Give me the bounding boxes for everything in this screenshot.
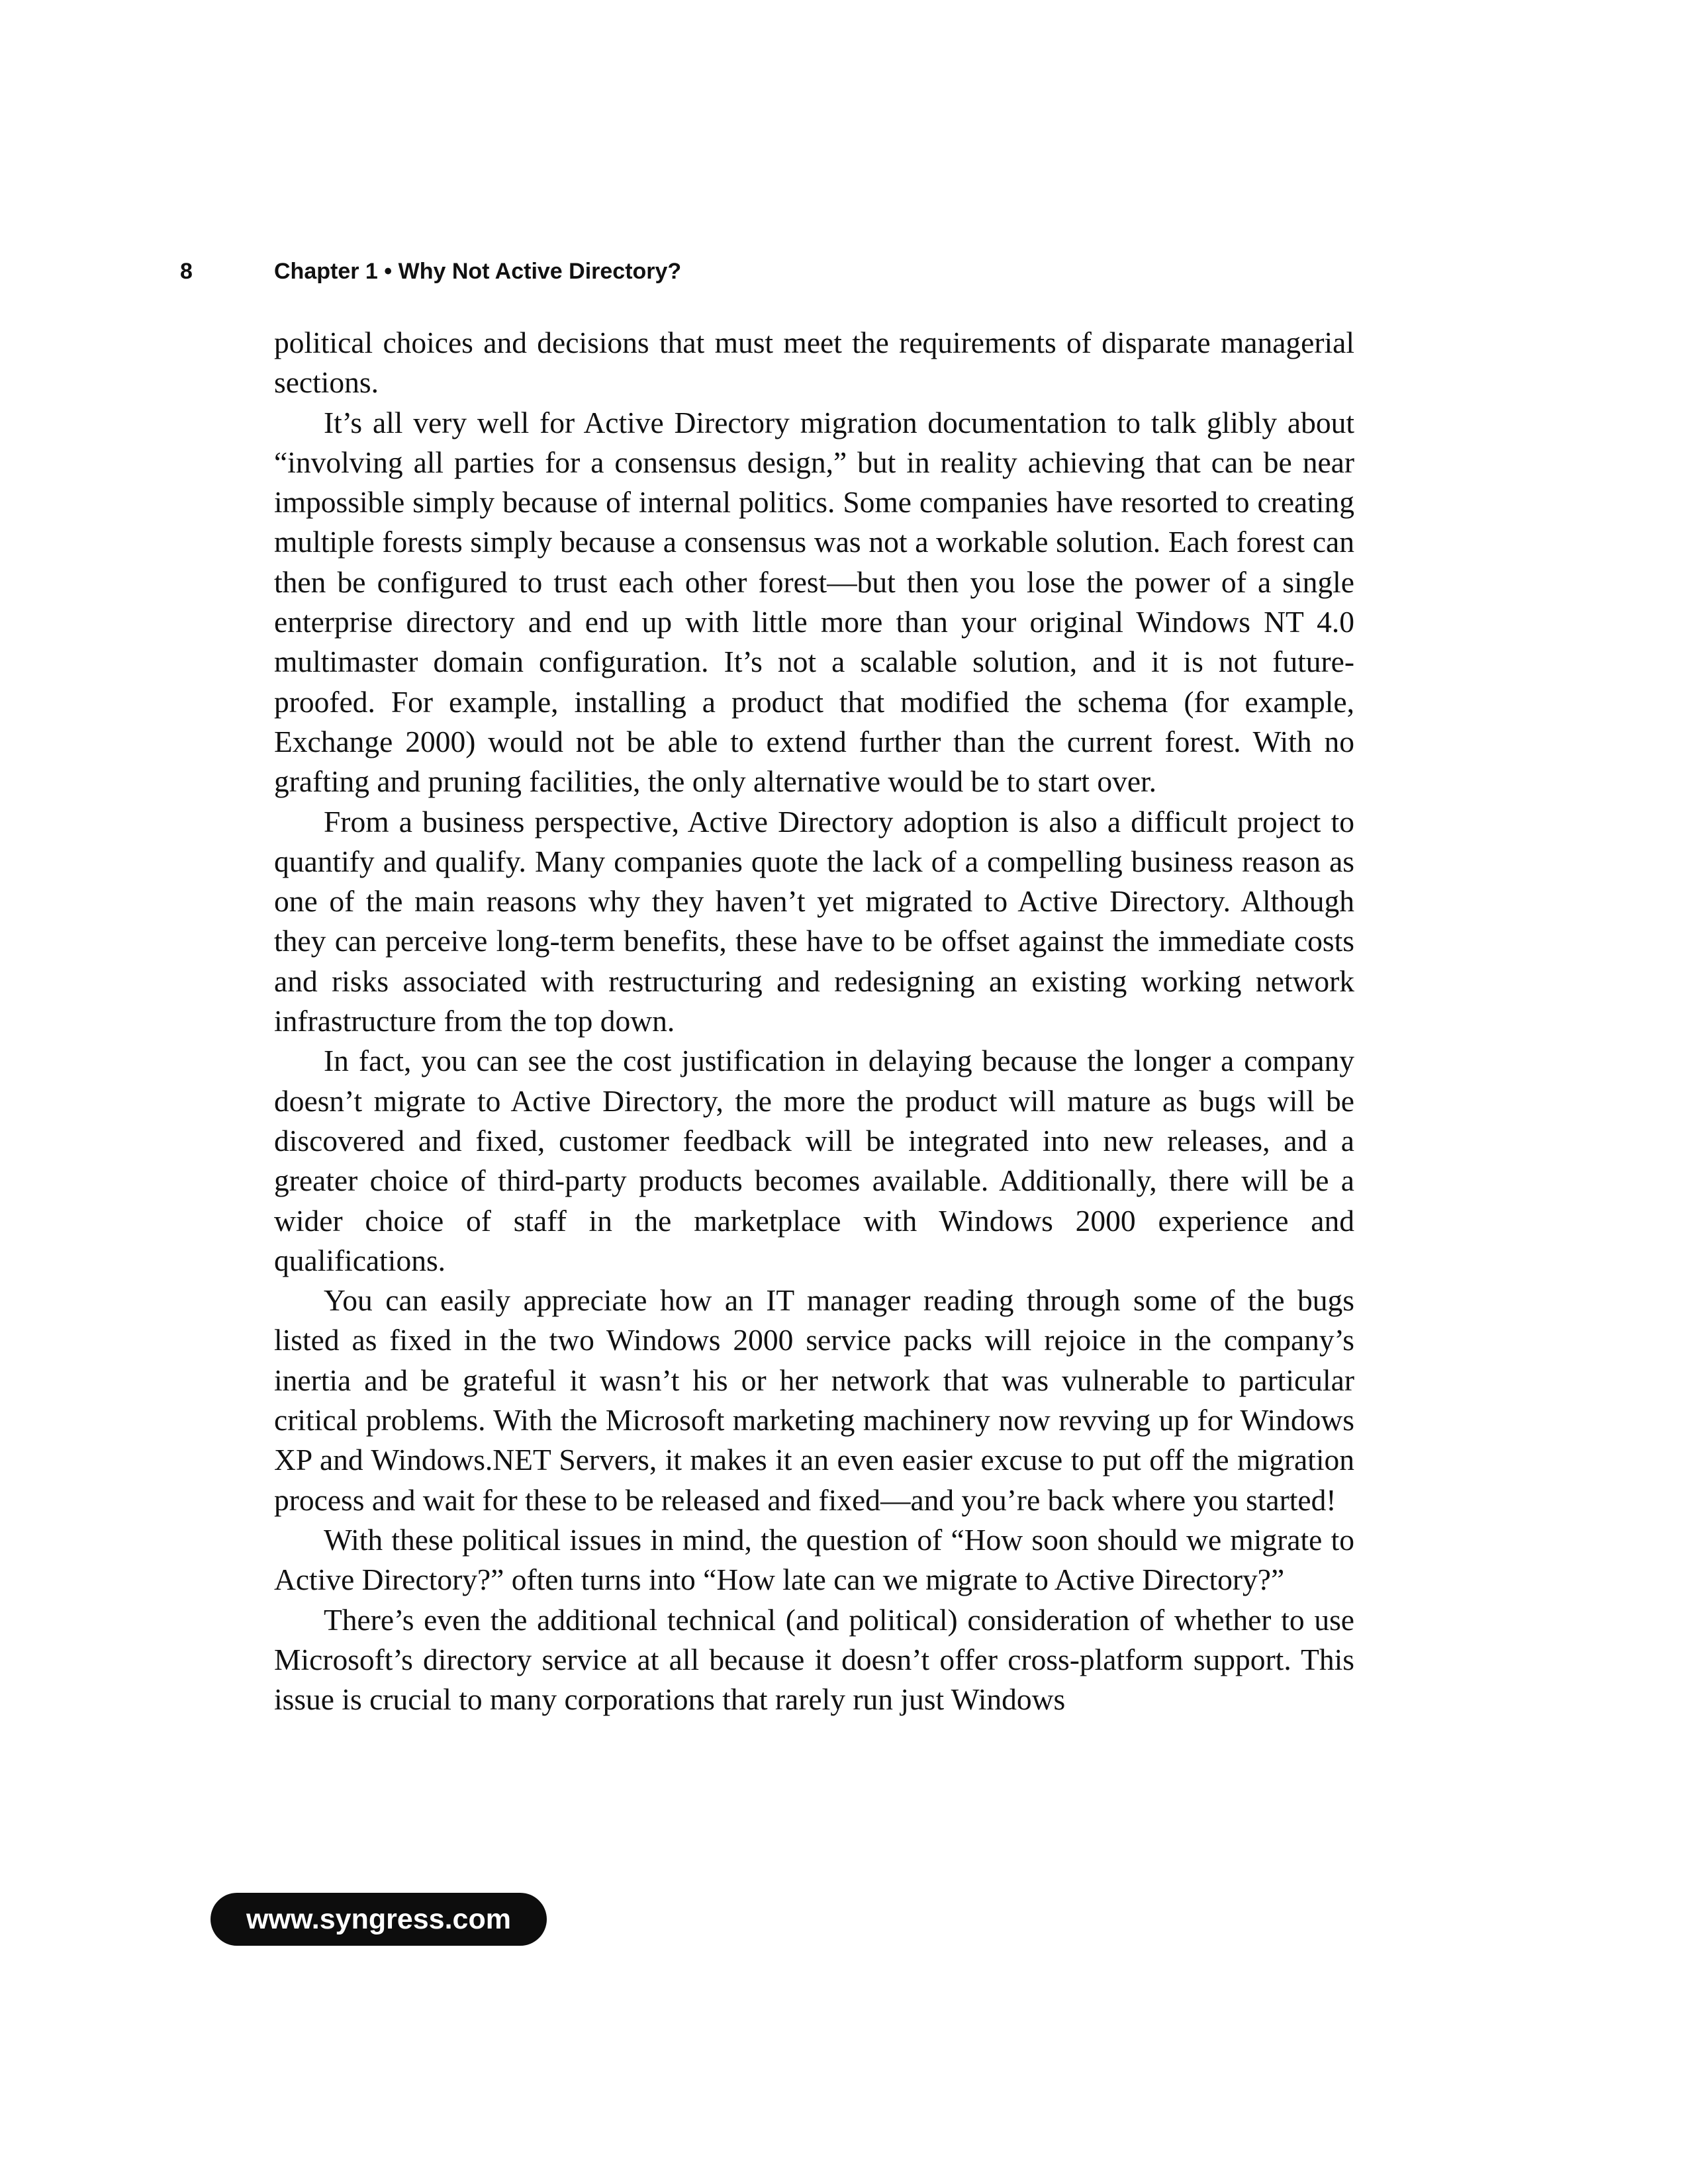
chapter-title: Chapter 1 • Why Not Active Directory? (274, 259, 682, 284)
paragraph-7: There’s even the additional technical (and political) consideration of whether to use Microsoft’s directory service at all because it doesn’t offer cross-platform support. This issue is crucial to many corporations that rarely run just Windows (274, 1602, 1354, 1717)
paragraph-4: In fact, you can see the cost justification in delaying because the longer a company doesn’t migrate to Active Directory, the more the product will mature as bugs will be discovered and fixed, customer feedback will be integrated into new releases, and a greater choice of third-party products becomes available. Additionally, there will be a wider choice of staff in the marketplace with Windows 2000 experience and qualifications. (274, 1044, 1354, 1277)
running-header (180, 251, 1438, 291)
paragraph-1: political choices and decisions that must meet the requirements of disparate managerial sections. (274, 326, 1354, 400)
paragraph-3: From a business perspective, Active Directory adoption is also a difficult project to quantify and qualify. Many companies quote the lack of a compelling business reason as one of the main reasons why they haven’t yet migrated to Active Directory. Although they can perceive long-term benefits, these have to be offset against the immediate costs and risks associated with restructuring and redesigning an existing working network infrastructure from the top down. (274, 804, 1354, 1038)
paragraph-5: You can easily appreciate how an IT manager reading through some of the bugs listed as fixed in the two Windows 2000 service packs will rejoice in the company’s inertia and be grateful it wasn’t his or her network that was vulnerable to particular critical problems. With the Microsoft marketing machinery now revving up for Windows XP and Windows.NET Servers, it makes it an even easier excuse to put off the migration process and wait for these to be released and fixed—and you’re back where you started! (274, 1283, 1354, 1517)
page-number: 8 (180, 259, 193, 284)
body-text (274, 323, 1354, 1719)
footer-website-text: www.syngress.com (246, 1903, 511, 1935)
paragraph-2: It’s all very well for Active Directory migration documentation to talk glibly about “involving all parties for a consensus design,” but in reality achieving that can be near impossible simply because of internal politics. Some companies have resorted to creating multiple forests simply because a consensus was not a workable solution. Each forest can then be configured to trust each other forest—but then you lose the power of a single enterprise directory and end up with little more than your original Windows NT 4.0 multimaster domain configuration. It’s not a scalable solution, and it is not future-proofed. For example, installing a product that modified the schema (for example, Exchange 2000) would not be able to extend further than the current forest. With no grafting and pruning facilities, the only alternative would be to start over. (274, 405, 1354, 799)
paragraph-6: With these political issues in mind, the question of “How soon should we migrate to Active Directory?” often turns into “How late can we migrate to Active Directory?” (274, 1522, 1354, 1597)
footer-website-badge (211, 1893, 547, 1946)
